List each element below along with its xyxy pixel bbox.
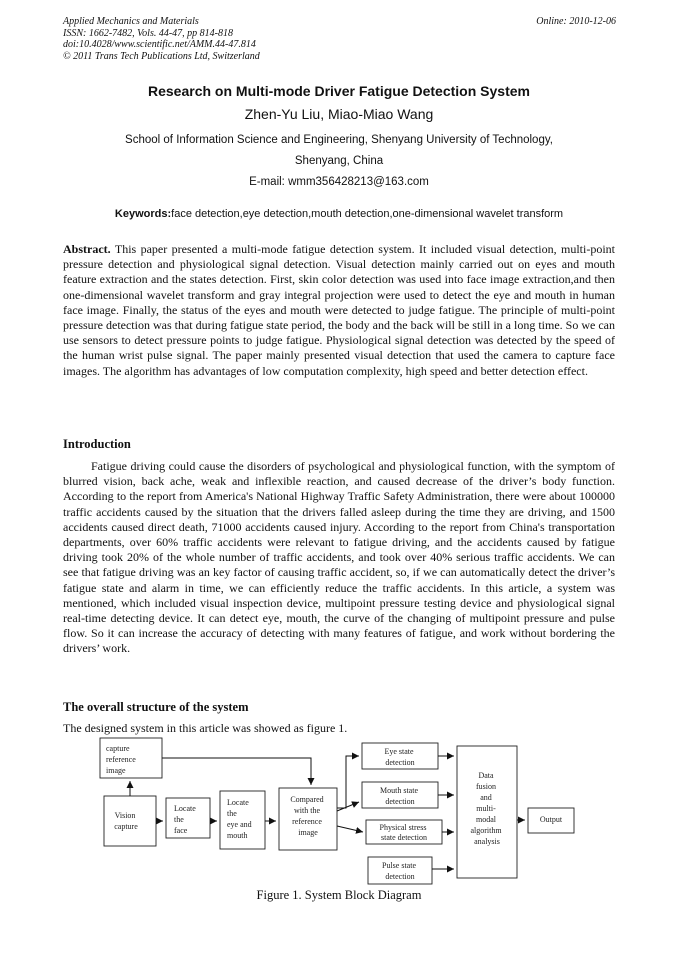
locate-eye-label: Locate the eye and mouth — [227, 798, 252, 840]
paper-authors: Zhen-Yu Liu, Miao-Miao Wang — [244, 106, 434, 122]
system-block-diagram — [96, 736, 586, 888]
journal-name: Applied Mechanics and Materials — [63, 16, 199, 27]
affiliation-line1: School of Information Science and Engineering, Shenyang University of Technology, — [125, 134, 553, 146]
abstract-text: This paper presented a multi-mode fatigue detection system. It included visual detection, multi-point pressure detection and physiological signal detection. Visual detection mainly carried out on eyes and mouth feature extraction and the states detection. First, skin color detection was used into face image extraction,and then one-dimensional wavelet transform and gray integral projection were used to detect the eye and mouth in human face image. Finally, the status of the eyes and mouth were detected to judge fatigue. The principle of multi-point pressure detection was that during fatigue state period, the body and the back will be still in a long time. So we can use sensors to detect pressure points to judge fatigue. Physiological signal detection was detected by the speed of the human wrist pulse signal. The paper mainly presented visual detection that used the camera to capture face images. The algorithm has advantages of low computation complexity, high speed and better detection effect. — [63, 242, 615, 378]
locate-face-label: Locate the face — [174, 804, 196, 835]
author-email: E-mail: wmm356428213@163.com — [249, 176, 429, 188]
figure-caption: Figure 1. System Block Diagram — [256, 888, 422, 902]
keywords-text: face detection,eye detection,mouth detection,one-dimensional wavelet transform — [171, 208, 564, 220]
online-date: Online: 2010-12-06 — [536, 16, 616, 27]
introduction-text: Fatigue driving could cause the disorders of psychological and physiological function, with the symptom of blurred vision, back ache, weak and inflexible reaction, and caused decrease of the driver’s body function. According to the report from America's National Highway Traffic Safety Administration, there were about 100000 traffic accidents caused by the situation that the drivers falled asleep during the time they are driving, and 1500 accidents caused direct death, 71000 accidents caused injury. According to the report from China's transportation departments, over 60% traffic accidents were relevant to fatigue driving, and the accidents caused by fatigue driving took 20% of the whole number of traffic accidents, and took over 40% serious traffic accidents. We can see that fatigue driving was an key factor of causing traffic accident, so, if we can automatically detect the driver’s fatigue state and alarm in time, we can efficiently reduce the traffic accidents. In this article, a system was mentioned, which included visual inspection device, multipoint pressure testing device and physiological signal real-time detecting device. It can detect eye, mouth, the curve of the changing of multipoint pressure and pulse flow. So it can increase the accuracy of detecting with many features of fatigue, and work without bordering the drivers’ work. — [63, 459, 615, 656]
journal-doi: doi:10.4028/www.scientific.net/AMM.44-47.814 — [63, 39, 256, 50]
affiliation-line2: Shenyang, China — [294, 155, 384, 167]
pulse-state-label: Pulse state detection — [382, 861, 416, 881]
journal-copyright: © 2011 Trans Tech Publications Ltd, Switzerland — [63, 50, 260, 62]
structure-text: The designed system in this article was showed as figure 1. — [63, 721, 348, 735]
vision-capture-box — [104, 796, 156, 846]
mouth-state-label: Mouth state detection — [380, 786, 418, 806]
abstract — [63, 242, 615, 379]
eye-state-label: Eye state detection — [384, 747, 415, 767]
introduction-heading: Introduction — [63, 437, 131, 451]
keywords — [0, 208, 678, 220]
arrow-compared-to-mouth-state — [337, 802, 359, 811]
arrow-compared-to-physical — [337, 826, 363, 832]
affiliation — [0, 130, 678, 193]
output-label: Output — [539, 815, 563, 824]
structure-heading: The overall structure of the system — [63, 700, 249, 714]
abstract-label: Abstract. — [63, 242, 111, 256]
journal-info — [63, 16, 260, 62]
capture-reference-label: capture reference image — [106, 744, 136, 775]
journal-issn: ISSN: 1662-7482, Vols. 44-47, pp 814-818 — [63, 27, 233, 39]
vision-capture-label: Vision capture — [114, 811, 138, 831]
keywords-label: Keywords: — [114, 208, 172, 220]
arrow-compared-to-eye-state — [337, 756, 359, 808]
arrow-capture-to-compared — [162, 758, 311, 785]
paper-title: Research on Multi-mode Driver Fatigue Detection System — [148, 83, 530, 99]
compared-label: Compared with the reference image — [290, 795, 324, 837]
physical-stress-label: Physical stress state detection — [379, 823, 427, 842]
fusion-label: Data fusion and multi- modal algorithm analysis — [470, 771, 502, 846]
